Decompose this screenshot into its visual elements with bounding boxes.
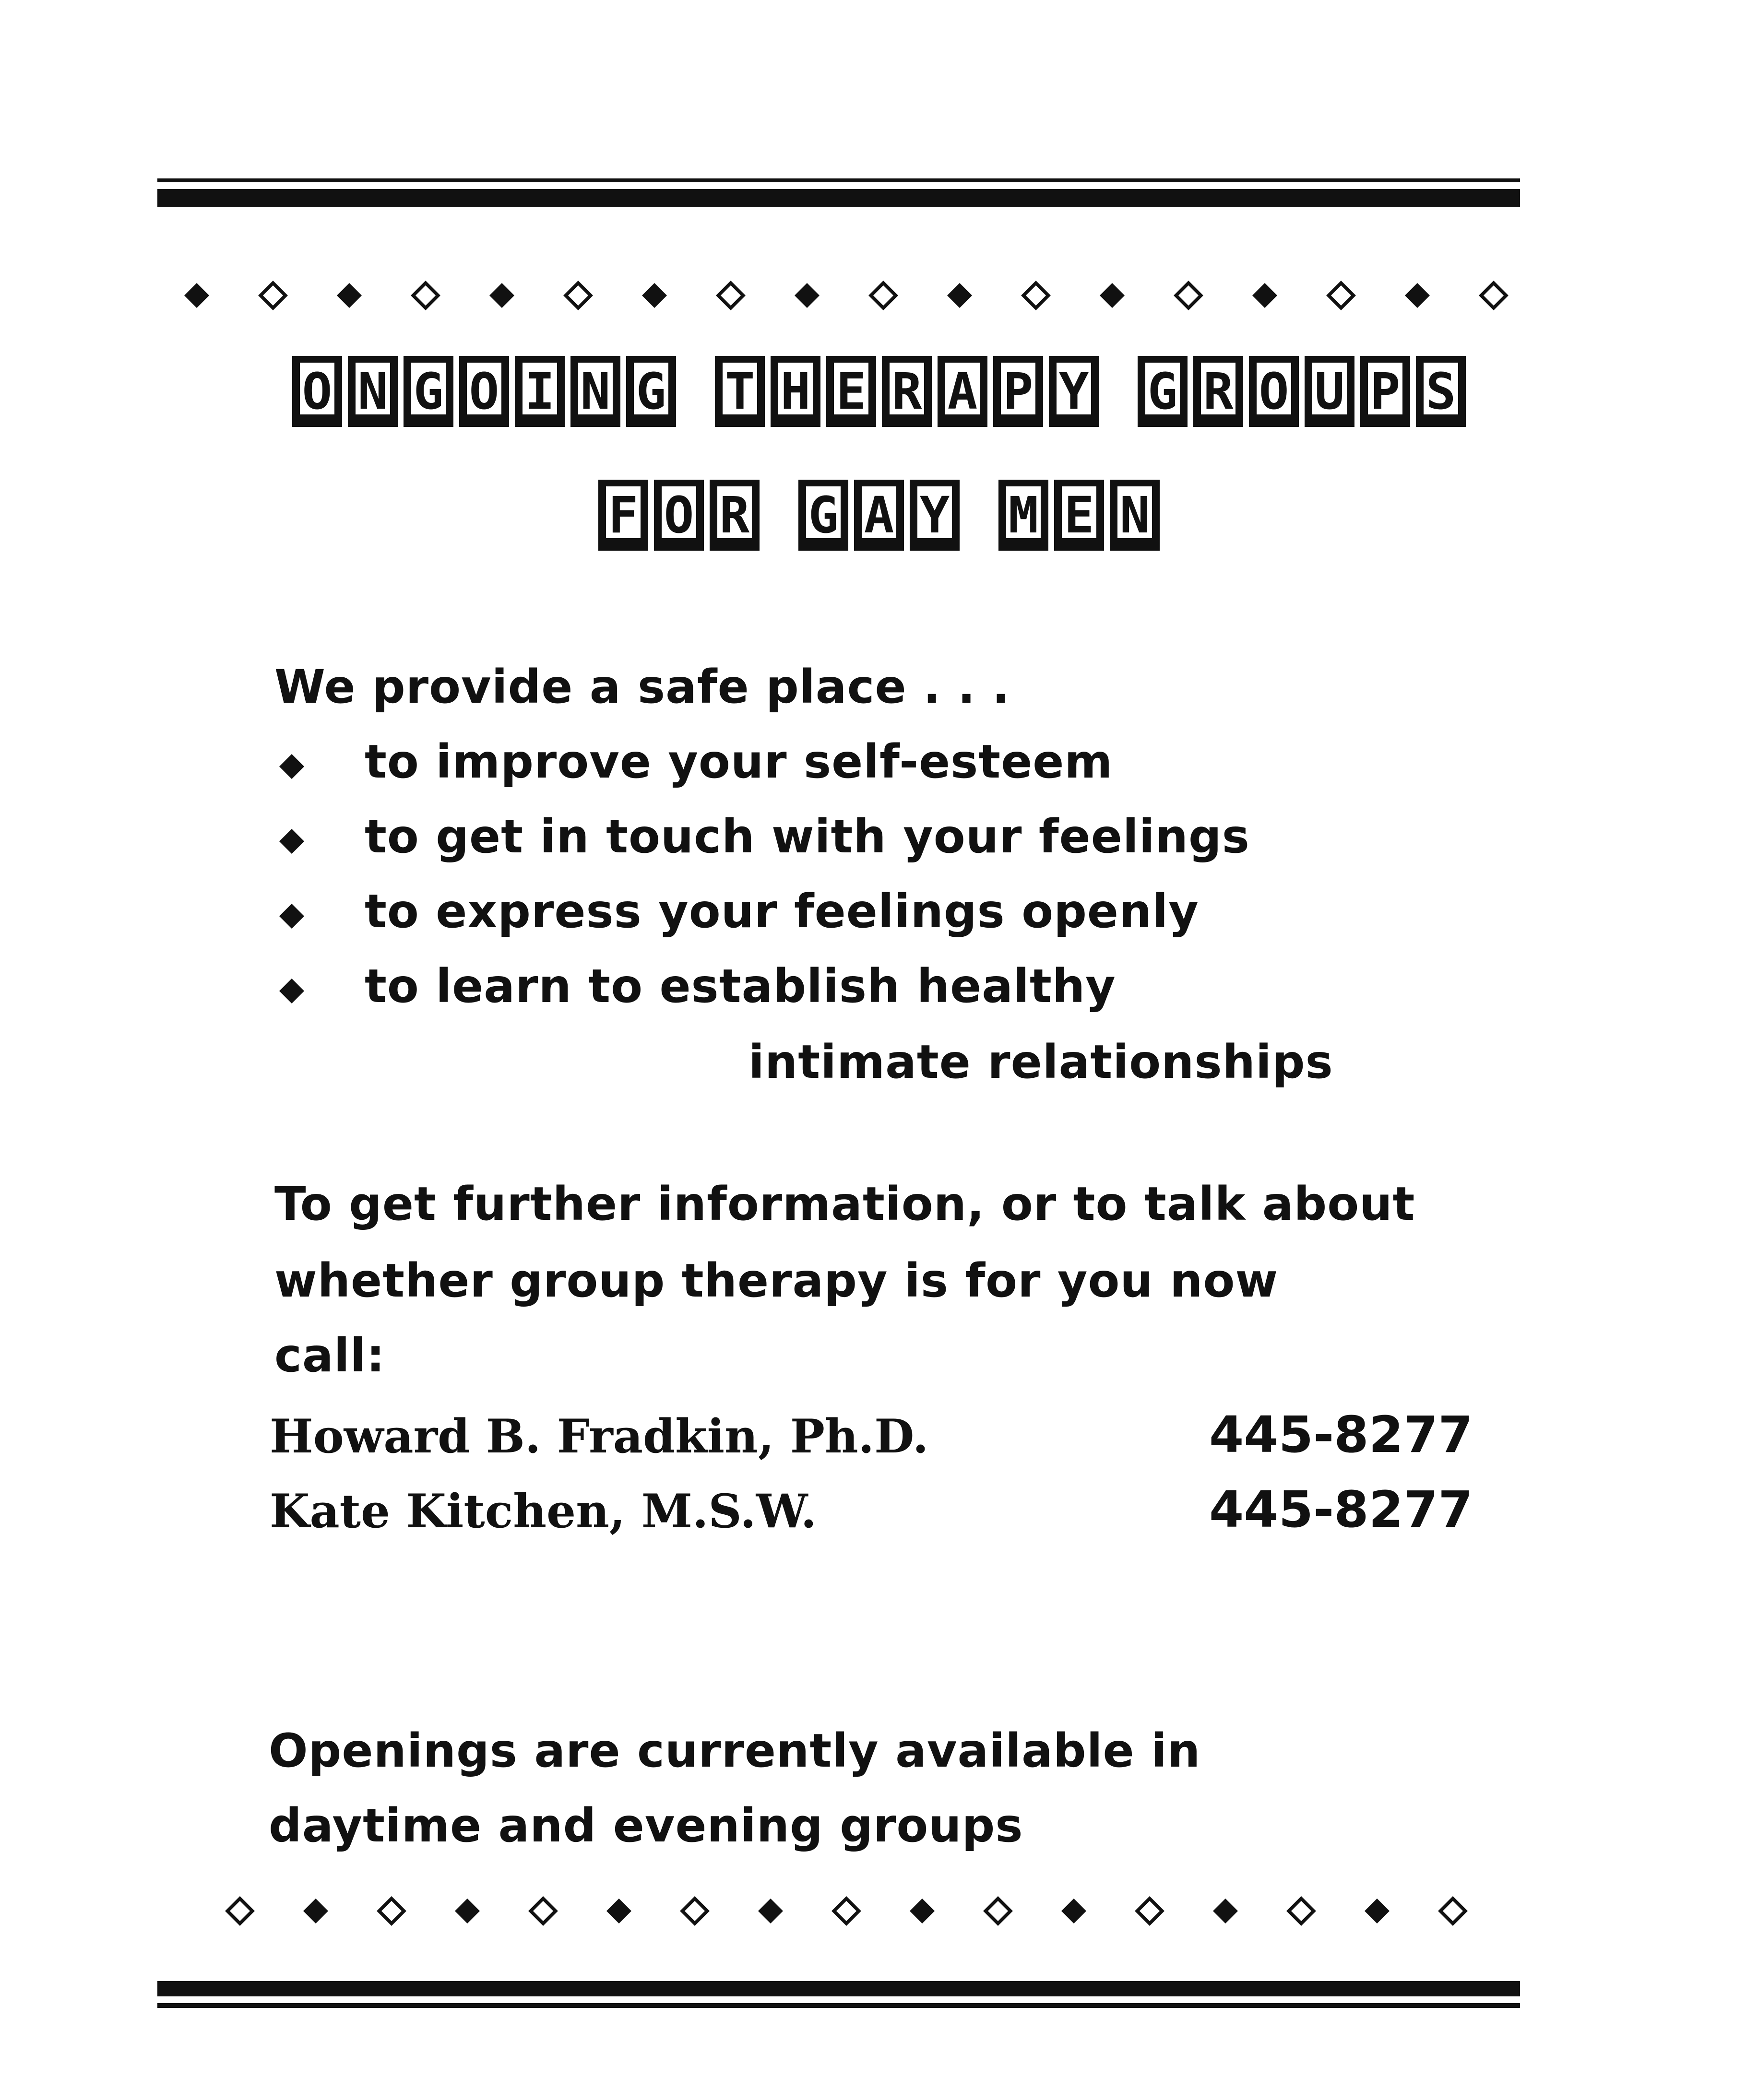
top-diamond-border	[182, 281, 1507, 310]
headline-line-1	[0, 356, 1758, 427]
headline-block-letter: A	[938, 356, 987, 427]
open-diamond-icon	[261, 283, 285, 308]
headline-block-letter: G	[626, 356, 676, 427]
headline-block-letter: G	[1138, 356, 1188, 427]
headline-word-ongoing	[289, 356, 679, 427]
filled-diamond-icon	[1365, 1899, 1390, 1923]
headline-block-letter: N	[570, 356, 620, 427]
headline-block-letter: G	[404, 356, 453, 427]
headline-block-letter: A	[854, 480, 904, 551]
benefit-text: to express your feelings openly	[365, 885, 1199, 938]
open-diamond-icon	[986, 1899, 1010, 1923]
headline-block-letter: E	[826, 356, 876, 427]
headline-word-gay	[796, 480, 962, 551]
filled-diamond-icon	[1213, 1899, 1238, 1923]
headline-block-letter: P	[1360, 356, 1410, 427]
filled-diamond-icon	[758, 1899, 783, 1923]
top-rule-thin-line	[157, 178, 1520, 182]
open-diamond-icon	[1329, 283, 1354, 308]
openings-text-line: Openings are currently available in	[269, 1724, 1201, 1778]
open-diamond-icon	[1440, 1899, 1465, 1923]
benefit-text: to get in touch with your feelings	[365, 810, 1250, 863]
contact-phone: 445-8277	[1209, 1405, 1473, 1464]
headline-block-letter: H	[771, 356, 820, 427]
filled-diamond-icon	[455, 1899, 480, 1923]
open-diamond-icon	[718, 283, 743, 308]
filled-diamond-icon	[184, 283, 209, 308]
contact-intro-line: call:	[274, 1329, 385, 1382]
bottom-diamond-border	[226, 1897, 1492, 1925]
contact-name: Howard B. Fradkin, Ph.D.	[270, 1409, 929, 1463]
headline-block-letter: O	[459, 356, 509, 427]
headline-block-letter: N	[348, 356, 398, 427]
open-diamond-icon	[1176, 283, 1201, 308]
benefit-text: to learn to establish healthy	[365, 959, 1116, 1013]
contact-intro-line: To get further information, or to talk about	[274, 1177, 1415, 1231]
filled-diamond-icon	[642, 283, 667, 308]
headline-block-letter: G	[798, 480, 848, 551]
filled-diamond-icon	[910, 1899, 935, 1923]
headline-block-letter: Y	[1049, 356, 1099, 427]
open-diamond-icon	[531, 1899, 556, 1923]
headline-block-letter: I	[515, 356, 565, 427]
bottom-rule-thin-line	[157, 2003, 1520, 2008]
bottom-diamond-border-graphic	[226, 1897, 1492, 1925]
open-diamond-icon	[566, 283, 591, 308]
headline-block-letter: S	[1416, 356, 1466, 427]
open-diamond-icon	[227, 1899, 252, 1923]
filled-diamond-icon	[337, 283, 362, 308]
contact-name: Kate Kitchen, M.S.W.	[270, 1484, 817, 1538]
contact-phone: 445-8277	[1209, 1480, 1473, 1539]
open-diamond-icon	[379, 1899, 404, 1923]
open-diamond-icon	[834, 1899, 859, 1923]
headline-block-letter: O	[1249, 356, 1299, 427]
top-double-rule	[157, 178, 1520, 207]
bottom-double-rule	[157, 1981, 1520, 2008]
headline-block-letter: R	[710, 480, 760, 551]
headline-block-letter: U	[1305, 356, 1354, 427]
headline-word-groups	[1135, 356, 1469, 427]
headline-block-letter: R	[1193, 356, 1243, 427]
headline-block-letter: N	[1110, 480, 1160, 551]
filled-diamond-icon	[1252, 283, 1277, 308]
headline-block-letter: O	[654, 480, 704, 551]
openings-text-line: daytime and evening groups	[269, 1799, 1023, 1852]
diamond-bullet-icon	[278, 753, 305, 780]
filled-diamond-icon	[1061, 1899, 1086, 1923]
open-diamond-icon	[1481, 283, 1506, 308]
open-diamond-icon	[871, 283, 896, 308]
top-diamond-border-graphic	[182, 281, 1507, 310]
open-diamond-icon	[1023, 283, 1048, 308]
headline-block-letter: O	[292, 356, 342, 427]
intro-text: We provide a safe place . . .	[274, 660, 1010, 714]
diamond-bullet-icon	[278, 978, 305, 1004]
filled-diamond-icon	[303, 1899, 328, 1923]
headline-block-letter: P	[993, 356, 1043, 427]
headline-line-2	[0, 480, 1758, 551]
open-diamond-icon	[413, 283, 438, 308]
open-diamond-icon	[1137, 1899, 1162, 1923]
headline-word-therapy	[712, 356, 1102, 427]
headline-block-letter: M	[998, 480, 1048, 551]
open-diamond-icon	[1289, 1899, 1314, 1923]
headline-block-letter: T	[715, 356, 765, 427]
headline-block-letter: R	[882, 356, 932, 427]
filled-diamond-icon	[947, 283, 972, 308]
headline-block-letter: F	[598, 480, 648, 551]
headline-word-men	[996, 480, 1163, 551]
headline-block-letter: E	[1054, 480, 1104, 551]
open-diamond-icon	[682, 1899, 707, 1923]
filled-diamond-icon	[1100, 283, 1125, 308]
filled-diamond-icon	[489, 283, 514, 308]
contact-intro-line: whether group therapy is for you now	[274, 1254, 1279, 1308]
filled-diamond-icon	[606, 1899, 631, 1923]
diamond-bullet-icon	[278, 903, 305, 930]
diamond-bullet-icon	[278, 828, 305, 855]
bottom-rule-thick-line	[157, 1981, 1520, 1996]
headline-block-letter: Y	[910, 480, 960, 551]
headline-word-for	[595, 480, 762, 551]
benefit-text-continuation: intimate relationships	[748, 1035, 1333, 1089]
benefit-text: to improve your self-esteem	[365, 735, 1113, 789]
top-rule-thick-line	[157, 189, 1520, 207]
filled-diamond-icon	[795, 283, 820, 308]
filled-diamond-icon	[1405, 283, 1430, 308]
